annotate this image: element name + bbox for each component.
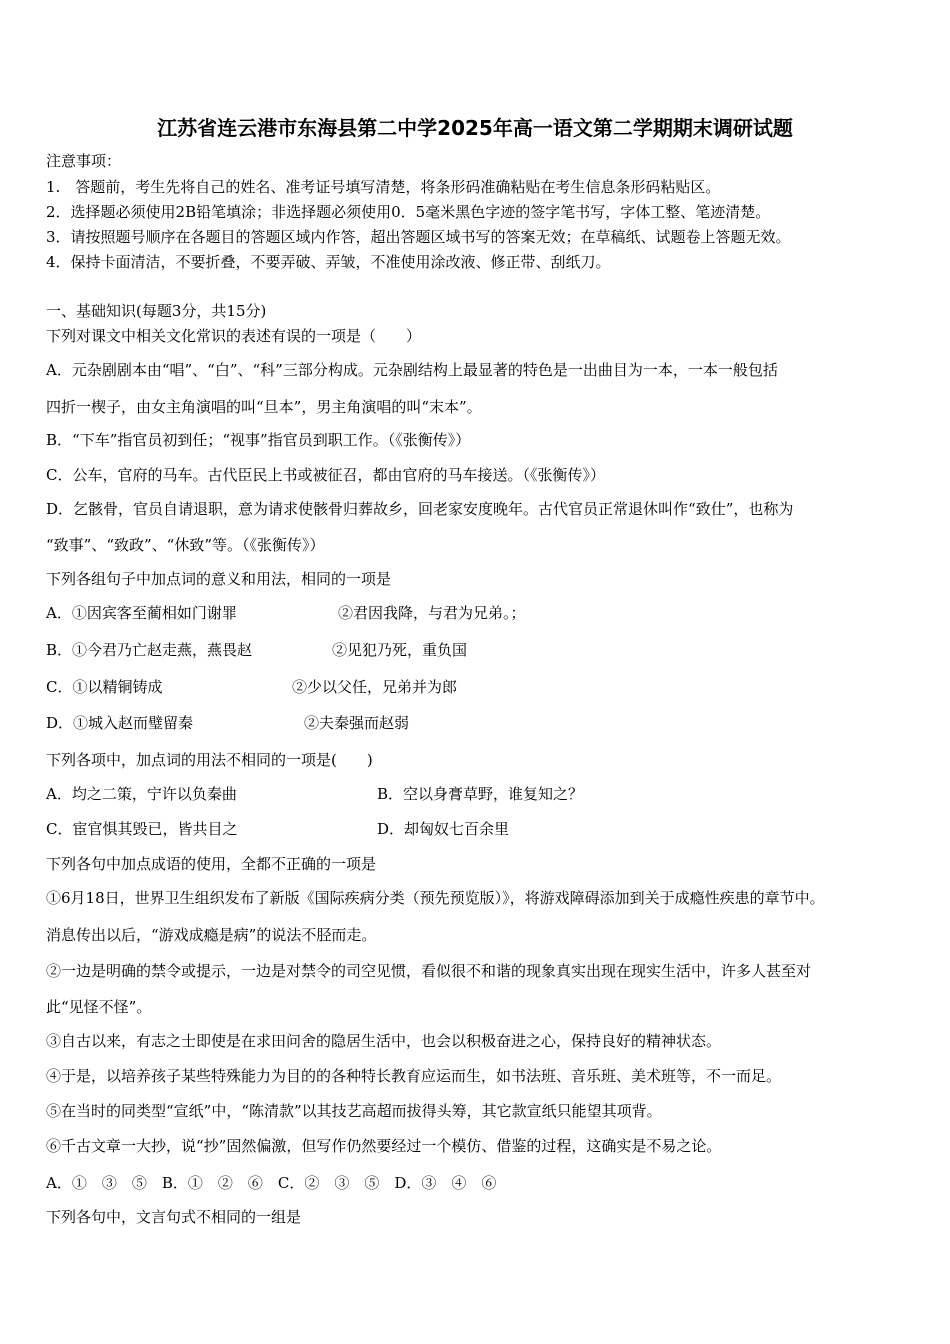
q2-option-d-right: ②夫秦强而赵弱 xyxy=(304,714,410,732)
q3-option-c: C．宦官惧其毁已，皆共目之 xyxy=(46,820,238,838)
q4-sentence-1-line2: 消息传出以后，“游戏成瘾是病”的说法不胫而走。 xyxy=(46,926,377,944)
q4-sentence-4: ④于是，以培养孩子某些特殊能力为目的的各种特长教育应运而生，如书法班、音乐班、美术班等，不一而足。 xyxy=(46,1067,782,1085)
q5-stem: 下列各句中，文言句式不相同的一组是 xyxy=(46,1208,302,1226)
q2-option-a-left: A．①因宾客至蔺相如门谢罪 xyxy=(46,604,237,622)
notice-item-1: 1. 答题前，考生先将自己的姓名、准考证号填写清楚，将条形码准确粘贴在考生信息条形码粘贴区。 xyxy=(46,178,721,196)
q2-option-c-left: C．①以精铜铸成 xyxy=(46,678,163,696)
q3-option-b: B．空以身膏草野，谁复知之？ xyxy=(377,785,584,803)
q3-stem: 下列各项中，加点词的用法不相同的一项是( ) xyxy=(46,751,373,769)
q1-option-a-line1: A．元杂剧剧本由“唱”、“白”、“科”三部分构成。元杂剧结构上最显著的特色是一出曲目为一本，一本一般包括 xyxy=(46,361,778,379)
q2-option-b-right: ②见犯乃死，重负国 xyxy=(332,641,468,659)
section-heading: 一、基础知识(每题3分，共15分) xyxy=(46,302,267,320)
notice-item-4: 4．保持卡面清洁，不要折叠，不要弄破、弄皱，不准使用涂改液、修正带、刮纸刀。 xyxy=(46,253,611,271)
notice-item-2: 2．选择题必须使用2B铅笔填涂；非选择题必须使用0．5毫米黑色字迹的签字笔书写，字体工整、笔迹清楚。 xyxy=(46,203,771,221)
q4-sentence-5: ⑤在当时的同类型“宣纸”中，“陈清款”以其技艺高超而拔得头筹，其它款宣纸只能望其项背。 xyxy=(46,1102,662,1120)
q1-option-d-line1: D．乞骸骨，官员自请退职，意为请求使骸骨归葬故乡，回老家安度晚年。古代官员正常退休叫作“致仕”，也称为 xyxy=(46,500,794,518)
q4-sentence-2-line1: ②一边是明确的禁令或提示，一边是对禁令的司空见惯，看似很不和谐的现象真实出现在现实生活中，许多人甚至对 xyxy=(46,962,812,980)
q2-option-b-left: B．①今君乃亡赵走燕，燕畏赵 xyxy=(46,641,253,659)
q1-option-c: C．公车，官府的马车。古代臣民上书或被征召，都由官府的马车接送。（《张衡传》） xyxy=(46,466,605,484)
q4-stem: 下列各句中加点成语的使用，全都不正确的一项是 xyxy=(46,855,377,873)
q2-option-c-right: ②少以父任，兄弟并为郎 xyxy=(292,678,458,696)
notice-heading: 注意事项： xyxy=(46,152,122,170)
q1-option-a-line2: 四折一楔子，由女主角演唱的叫“旦本”，男主角演唱的叫“末本”。 xyxy=(46,398,482,416)
q1-option-b: B．“下车”指官员初到任；“视事”指官员到职工作。（《张衡传》） xyxy=(46,431,471,449)
q4-sentence-6: ⑥千古文章一大抄，说“抄”固然偏激，但写作仍然要经过一个模仿、借鉴的过程，这确实是不易之论。 xyxy=(46,1137,722,1155)
notice-item-3: 3．请按照题号顺序在各题目的答题区域内作答，超出答题区域书写的答案无效；在草稿纸、试题卷上答题无效。 xyxy=(46,228,791,246)
q3-option-a: A．均之二策，宁许以负秦曲 xyxy=(46,785,237,803)
q1-stem: 下列对课文中相关文化常识的表述有误的一项是（ ） xyxy=(46,327,422,345)
page-title: 江苏省连云港市东海县第二中学2025年高一语文第二学期期末调研试题 xyxy=(157,116,793,140)
q2-option-a-right: ②君因我降，与君为兄弟。； xyxy=(338,604,526,622)
q3-option-d: D．却匈奴七百余里 xyxy=(377,820,510,838)
q4-sentence-2-line2: 此“见怪不怪”。 xyxy=(46,998,152,1016)
q4-sentence-1-line1: ①6月18日，世界卫生组织发布了新版《国际疾病分类（预先预览版）》，将游戏障碍添加到关于成瘾性疾患的章节中。 xyxy=(46,889,825,907)
q1-option-d-line2: “致事”、“致政”、“休致”等。（《张衡传》） xyxy=(46,536,325,554)
q2-option-d-left: D．①城入赵而璧留秦 xyxy=(46,714,194,732)
q2-stem: 下列各组句子中加点词的意义和用法，相同的一项是 xyxy=(46,570,392,588)
q4-options: A．① ③ ⑤ B．① ② ⑥ C．② ③ ⑤ D．③ ④ ⑥ xyxy=(46,1174,497,1192)
q4-sentence-3: ③自古以来，有志之士即使是在求田问舍的隐居生活中，也会以积极奋进之心，保持良好的精神状态。 xyxy=(46,1032,722,1050)
